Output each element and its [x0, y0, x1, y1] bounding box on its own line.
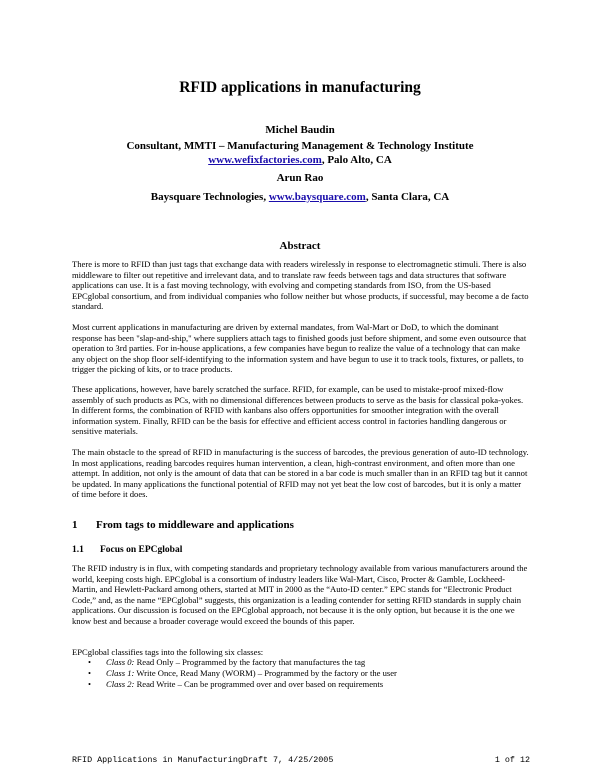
section-1-1-title: Focus on EPCglobal	[100, 545, 183, 555]
paper-title: RFID applications in manufacturing	[179, 79, 421, 96]
author1-location: , Palo Alto, CA	[321, 154, 392, 166]
classes-intro: EPCglobal classifies tags into the following six classes:	[72, 647, 264, 657]
section-1-title: From tags to middleware and applications	[96, 519, 294, 531]
abstract-paragraph-4: The main obstacle to the spread of RFID in manufacturing is the success of barcodes, the previous generation of auto-ID technology. In most applications, reading barcodes requires human intervention, a clean, high-contrast environment, and often more than one attempt. In addition, not only is the amount of data that can be stored in a bar code is much smaller than in an RFID tag but it cannot be updated. In many applications the functional potential of RFID may not yet beat the low cost of barcodes, but it is only a matter of time before it does.	[72, 447, 529, 500]
abstract-heading: Abstract	[279, 240, 321, 252]
author2-location: , Santa Clara, CA	[365, 191, 450, 203]
class-desc: Write Once, Read Many (WORM) – Programmed by the factory or the user	[134, 667, 397, 678]
author1-affiliation: Consultant, MMTI – Manufacturing Management & Technology Institute	[126, 140, 474, 152]
section-1-number: 1	[72, 519, 78, 531]
author2-affiliation: Baysquare Technologies,	[150, 191, 269, 203]
author1-url-link[interactable]: www.wefixfactories.com	[208, 154, 322, 166]
tag-classes-list	[88, 657, 528, 689]
class-desc: Read Only – Programmed by the factory that manufactures the tag	[134, 657, 366, 667]
section-1-1-heading	[72, 545, 182, 555]
footer-page-number: 1 of 12	[494, 755, 530, 765]
author1-url-line	[0, 153, 600, 167]
author2-name: Arun Rao	[276, 172, 324, 184]
class-name: Class 1:	[106, 667, 135, 678]
list-item	[88, 668, 528, 679]
abstract-paragraph-3: These applications, however, have barely scratched the surface. RFID, for example, can be used to mistake-proof mixed-flow assembly of such products as PCs, with no dimensional differences between products to serve as the basis for classical poka-yokes. In different forms, the combination of RFID with kanbans also offers opportunities for smoother integration with the overall information system. Finally, RFID can be the basis for effective and efficient access control in factories handling dangerous or sensitive materials.	[72, 384, 524, 437]
abstract-paragraph-1: There is more to RFID than just tags that exchange data with readers wirelessly in response to electromagnetic stimuli. There is also middleware to filter out repetitive and irrelevant data, and to translate raw feeds between tags and data structures that software applications can use. It is a fast moving technology, with evolving and competing standards from ISO, from the US-based EPCglobal consortium, and from individual companies who follow neither but whose products, if successful, may become a de facto standard.	[72, 259, 529, 312]
author1-name: Michel Baudin	[265, 124, 335, 136]
bullet-icon: •	[88, 667, 92, 678]
class-name: Class 0:	[106, 657, 135, 667]
bullet-icon: •	[88, 678, 92, 689]
list-item	[88, 657, 528, 668]
list-item	[88, 679, 528, 690]
class-desc: Read Write – Can be programmed over and over based on requirements	[134, 678, 384, 689]
author2-affiliation-line	[0, 190, 600, 204]
author2-url-link[interactable]: www.baysquare.com	[268, 191, 366, 203]
section-1-heading	[72, 519, 294, 531]
section-1-1-number: 1.1	[72, 545, 84, 555]
footer-doc-info: RFID Applications in ManufacturingDraft 7, 4/25/2005	[72, 755, 334, 765]
section-1-1-paragraph: The RFID industry is in flux, with competing standards and proprietary technology available from various manufacturers around the world, keeping costs high. EPCglobal is a consortium of industry leaders like Wal-Mart, Cisco, Procter & Gamble, Lockheed-Martin, and Hewlett-Packard among others, started at MIT in 2000 as the “Auto-ID center.” EPC stands for “Electronic Product Code,” and, as the name “EPCglobal” suggests, this organization is a leading contender for setting RFID standards in supply chain applications. Our discussion is focused on the EPCglobal approach, not because it is the only option, but because it is the one we know best and because a broader coverage would exceed the bounds of this paper.	[72, 563, 528, 626]
class-name: Class 2:	[106, 678, 135, 689]
bullet-icon: •	[88, 657, 92, 667]
abstract-paragraph-2: Most current applications in manufacturing are driven by external mandates, from Wal-Mart or DoD, to which the dominant response has been "slap-and-ship," where suppliers attach tags to finished goods just before shipment, and some even outsource that operation to 3rd parties. For in-house applications, a few companies have begun to realize the value of a technology that can make any object on the shop floor self-identifying to the information system and have begun to use it to track tools, fixtures, or pallets, to trigger the picking of kits, or to trace products.	[72, 322, 527, 375]
